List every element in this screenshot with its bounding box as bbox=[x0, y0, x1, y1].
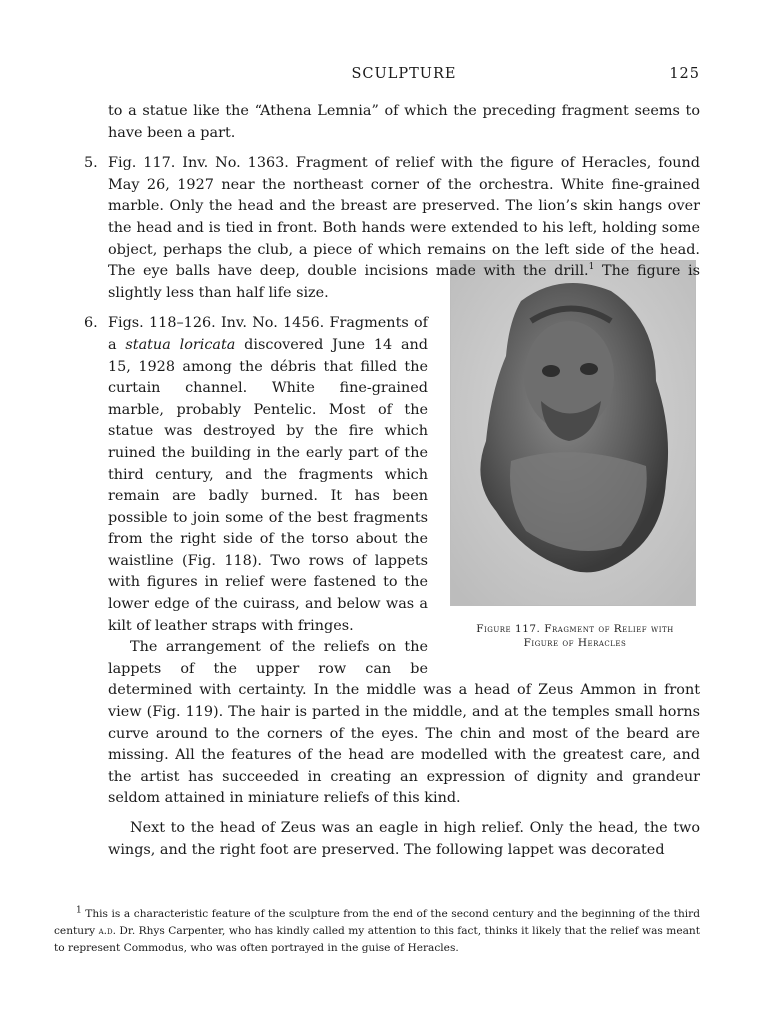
paragraph-eagle: Next to the head of Zeus was an eagle in high relief. Only the head, the two wings, and the right foot are preserved. The following lappet was decorated bbox=[108, 820, 700, 858]
footnote-ref: 1 bbox=[588, 262, 595, 273]
running-title: SCULPTURE bbox=[351, 66, 457, 82]
footnote-marker: 1 bbox=[76, 905, 82, 916]
caption-line-2: Figure of Heracles bbox=[523, 637, 627, 650]
footnote-paragraph bbox=[54, 906, 700, 957]
footnote bbox=[54, 906, 700, 957]
item-6 bbox=[84, 313, 700, 637]
item-5-number: 5. bbox=[84, 155, 98, 172]
footnote-text-end: Dr. Rhys Carpenter, who has kindly called my attention to this fact, thinks it likely that the relief was meant to represent Commodus, who was often portrayed in the guise of Heracles. bbox=[54, 925, 700, 954]
footnote-text-start: This is a characteristic feature of the sculpture from the end of the second century and the beginning of the third century bbox=[54, 908, 700, 937]
item-5 bbox=[84, 153, 700, 304]
intro-paragraph: to a statue like the “Athena Lemnia” of which the preceding fragment seems to have been a part. bbox=[108, 103, 700, 141]
body-text bbox=[84, 101, 700, 861]
paragraph-zeus: The arrangement of the reliefs on the lappets of the upper row can be determined with certainty. In the middle was a head of Zeus Ammon in front view (Fig. 119). The hair is parted in the middle, and at the temples small horns curve around to the corners of the eyes. The chin and most of the beard are missing. All the features of the head are modelled with the greatest care, and the artist has succeeded in creating an expression of dignity and grandeur seldom attained in miniature reliefs of this kind. bbox=[108, 639, 700, 807]
italic-term: statua loricata bbox=[125, 336, 236, 353]
item-5-text-end: The figure is slightly less than half life size. bbox=[108, 263, 700, 301]
item-5-text: Fig. 117. Inv. No. 1363. Fragment of relief with the figure of Heracles, found May 26, 1927 near the northeast corner of the orchestra. White fine-grained marble. Only the head and the breast are preserved. The lion’s skin hangs over the head and is tied in front. Both hands were extended to his left, holding some object, perhaps the club, a piece of which remains on the left side of the head. The eye balls have deep, double incisions made with the drill. bbox=[108, 155, 700, 280]
item-6-text-start: Figs. 118–126. Inv. No. 1456. Fragments of a bbox=[108, 315, 428, 353]
footnote-ad: a.d. bbox=[98, 925, 116, 937]
item-6-number: 6. bbox=[84, 315, 98, 332]
caption-line-1: Figure 117. Fragment of Relief with bbox=[476, 623, 674, 636]
page-number: 125 bbox=[669, 66, 700, 82]
running-head bbox=[108, 66, 700, 86]
item-6-text-end: discovered June 14 and 15, 1928 among the débris that filled the curtain channel. White fine-grained marble, probably Pentelic. Most of the statue was destroyed by the fire which ruined the building in the early part of the third century, and the fragments which remain are badly burned. It has been possible to join some of the best fragments from the right side of the torso about the waistline (Fig. 118). Two rows of lappets with figures in relief were fastened to the lower edge of the cuirass, and below was a kilt of leather straps with fringes. bbox=[108, 336, 429, 634]
